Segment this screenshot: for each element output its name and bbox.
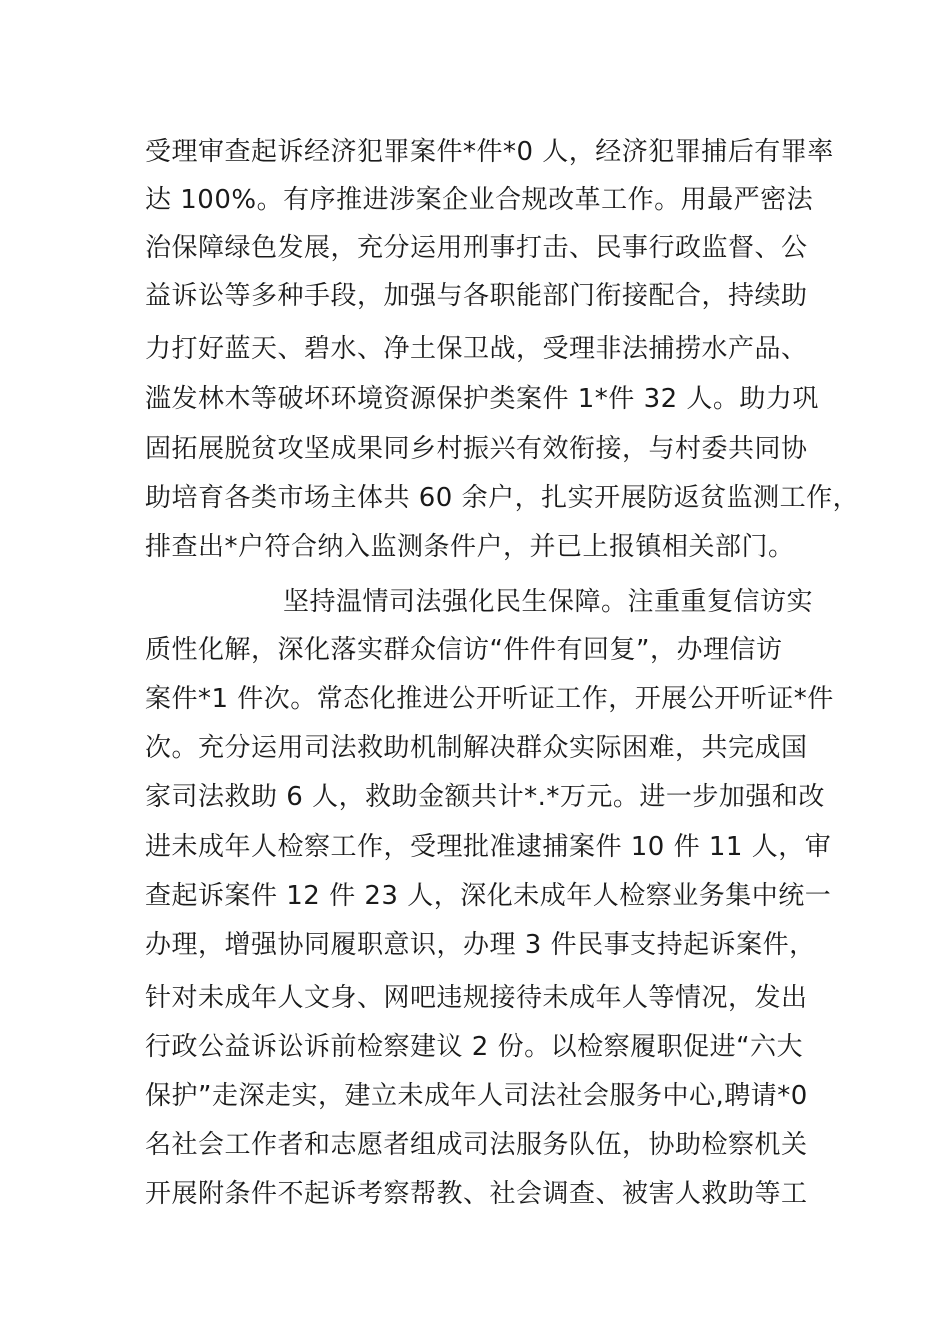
paragraph-1-line-6: 滥发林木等破坏环境资源保护类案件 1*件 32 人。助力巩 xyxy=(145,384,819,414)
paragraph-2-line-10: 行政公益诉讼诉前检察建议 2 份。以检察履职促进“六大 xyxy=(145,1032,804,1062)
paragraph-2-line-8: 办理，增强协同履职意识，办理 3 件民事支持起诉案件， xyxy=(145,930,816,960)
paragraph-2-line-7: 查起诉案件 12 件 23 人，深化未成年人检察业务集中统一 xyxy=(145,881,832,911)
paragraph-1-line-8: 助培育各类市场主体共 60 余户，扎实开展防返贫监测工作， xyxy=(145,483,860,513)
paragraph-2-line-13: 开展附条件不起诉考察帮教、社会调查、被害人救助等工 xyxy=(145,1179,808,1209)
paragraph-2-line-5: 家司法救助 6 人，救助金额共计*.*万元。进一步加强和改 xyxy=(145,782,825,812)
paragraph-1-line-3: 治保障绿色发展，充分运用刑事打击、民事行政监督、公 xyxy=(145,233,808,263)
paragraph-1-line-4: 益诉讼等多种手段，加强与各职能部门衔接配合，持续助 xyxy=(145,281,808,311)
paragraph-2-line-3: 案件*1 件次。常态化推进公开听证工作，开展公开听证*件 xyxy=(145,684,834,714)
paragraph-1-line-9: 排查出*户符合纳入监测条件户，并已上报镇相关部门。 xyxy=(145,532,795,562)
paragraph-1-line-7: 固拓展脱贫攻坚成果同乡村振兴有效衔接，与村委共同协 xyxy=(145,434,808,464)
paragraph-2-line-4: 次。充分运用司法救助机制解决群众实际困难，共完成国 xyxy=(145,733,808,763)
paragraph-1-line-5: 力打好蓝天、碧水、净土保卫战，受理非法捕捞水产品、 xyxy=(145,334,808,364)
paragraph-2-line-9: 针对未成年人文身、网吧违规接待未成年人等情况，发出 xyxy=(145,983,808,1013)
paragraph-2-line-1: 坚持温情司法强化民生保障。注重重复信访实 xyxy=(283,587,814,617)
paragraph-2-line-6: 进未成年人检察工作，受理批准逮捕案件 10 件 11 人，审 xyxy=(145,832,832,862)
paragraph-1-line-2: 达 100%。有序推进涉案企业合规改革工作。用最严密法 xyxy=(145,185,814,215)
paragraph-2-line-2: 质性化解，深化落实群众信访“件件有回复”，办理信访 xyxy=(145,635,783,665)
paragraph-2-line-12: 名社会工作者和志愿者组成司法服务队伍，协助检察机关 xyxy=(145,1130,808,1160)
paragraph-1-line-1: 受理审查起诉经济犯罪案件*件*0 人，经济犯罪捕后有罪率 xyxy=(145,137,834,167)
paragraph-2-line-11: 保护”走深走实，建立未成年人司法社会服务中心,聘请*0 xyxy=(145,1081,808,1111)
